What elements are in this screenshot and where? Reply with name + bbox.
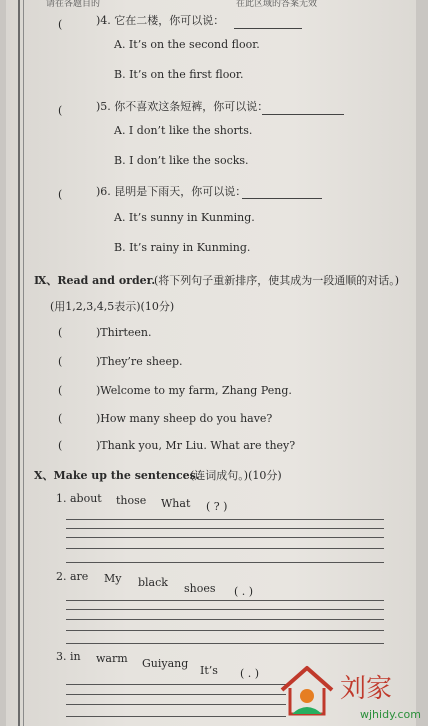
- writing-line: [66, 609, 384, 610]
- writing-line[interactable]: [66, 562, 384, 563]
- binding-line-inner: [23, 0, 24, 726]
- order-paren: (: [58, 355, 63, 368]
- q4-paren: (: [58, 18, 63, 31]
- writing-line: [66, 619, 384, 620]
- s2-word: shoes: [184, 582, 216, 595]
- q5-question: )5. 你不喜欢这条短裤，你可以说：: [96, 100, 269, 113]
- binding-line: [18, 0, 20, 726]
- order-paren: (: [58, 412, 63, 425]
- q6-option-b: B. It’s rainy in Kunming.: [114, 241, 251, 254]
- s1-word: those: [116, 494, 147, 507]
- header-note-right: 在此区域的答案无效: [236, 0, 318, 9]
- q5-option-b: B. I don’t like the socks.: [114, 154, 249, 167]
- section10-instruction: (连词成句。)(10分): [190, 469, 282, 482]
- q5-answer-line[interactable]: [262, 114, 344, 115]
- order-paren: (: [58, 326, 63, 339]
- writing-line: [66, 694, 286, 695]
- writing-line[interactable]: [66, 684, 286, 685]
- section9-note: (用1,2,3,4,5表示)(10分): [50, 300, 175, 313]
- order-item: )They’re sheep.: [96, 355, 183, 368]
- s3-punct: ( . ): [240, 667, 260, 680]
- header-note-left: 请在各题目的: [46, 0, 101, 9]
- order-item: )Thank you, Mr Liu. What are they?: [96, 439, 296, 452]
- watermark-url: wjhidy.com: [360, 708, 421, 721]
- q4-question: )4. 它在二楼，你可以说：: [96, 14, 225, 27]
- house-logo-icon: [278, 664, 336, 720]
- section9-instruction: (将下列句子重新排序，使其成为一段通顺的对话。): [154, 274, 400, 287]
- q6-answer-line[interactable]: [242, 198, 322, 199]
- q4-option-a: A. It’s on the second floor.: [114, 38, 260, 51]
- s2-word: 2. are: [56, 570, 89, 583]
- order-item: )How many sheep do you have?: [96, 412, 273, 425]
- s2-word: My: [104, 572, 122, 585]
- q4-option-b: B. It’s on the first floor.: [114, 68, 244, 81]
- q4-answer-line[interactable]: [234, 28, 302, 29]
- section9-title: Ⅸ、Read and order.: [34, 274, 156, 287]
- writing-line: [66, 537, 384, 538]
- q5-option-a: A. I don’t like the shorts.: [114, 124, 253, 137]
- writing-line: [66, 548, 384, 549]
- writing-line: [66, 528, 384, 529]
- q5-paren: (: [58, 104, 63, 117]
- writing-line: [66, 716, 286, 717]
- order-paren: (: [58, 439, 63, 452]
- order-paren: (: [58, 384, 63, 397]
- s3-word: 3. in: [56, 650, 81, 663]
- s2-punct: ( . ): [234, 585, 254, 598]
- s2-word: black: [138, 576, 168, 589]
- s1-word: What: [161, 497, 191, 510]
- writing-line[interactable]: [66, 643, 384, 644]
- section10-title: Ⅹ、Make up the sentences.: [34, 469, 200, 482]
- s1-word: 1. about: [56, 492, 102, 505]
- exam-page: [6, 0, 416, 726]
- q6-question: )6. 昆明是下雨天，你可以说：: [96, 185, 247, 198]
- order-item: )Thirteen.: [96, 326, 152, 339]
- writing-line[interactable]: [66, 519, 384, 520]
- s3-word: warm: [96, 652, 128, 665]
- q6-option-a: A. It’s sunny in Kunming.: [114, 211, 255, 224]
- watermark-brand: 刘家: [340, 674, 393, 704]
- s3-word: Guiyang: [142, 657, 189, 670]
- order-item: )Welcome to my farm, Zhang Peng.: [96, 384, 292, 397]
- writing-line[interactable]: [66, 600, 384, 601]
- s1-punct: ( ? ): [206, 500, 228, 513]
- s3-word: It’s: [200, 664, 218, 677]
- q6-paren: (: [58, 188, 63, 201]
- writing-line: [66, 704, 286, 705]
- writing-line: [66, 630, 384, 631]
